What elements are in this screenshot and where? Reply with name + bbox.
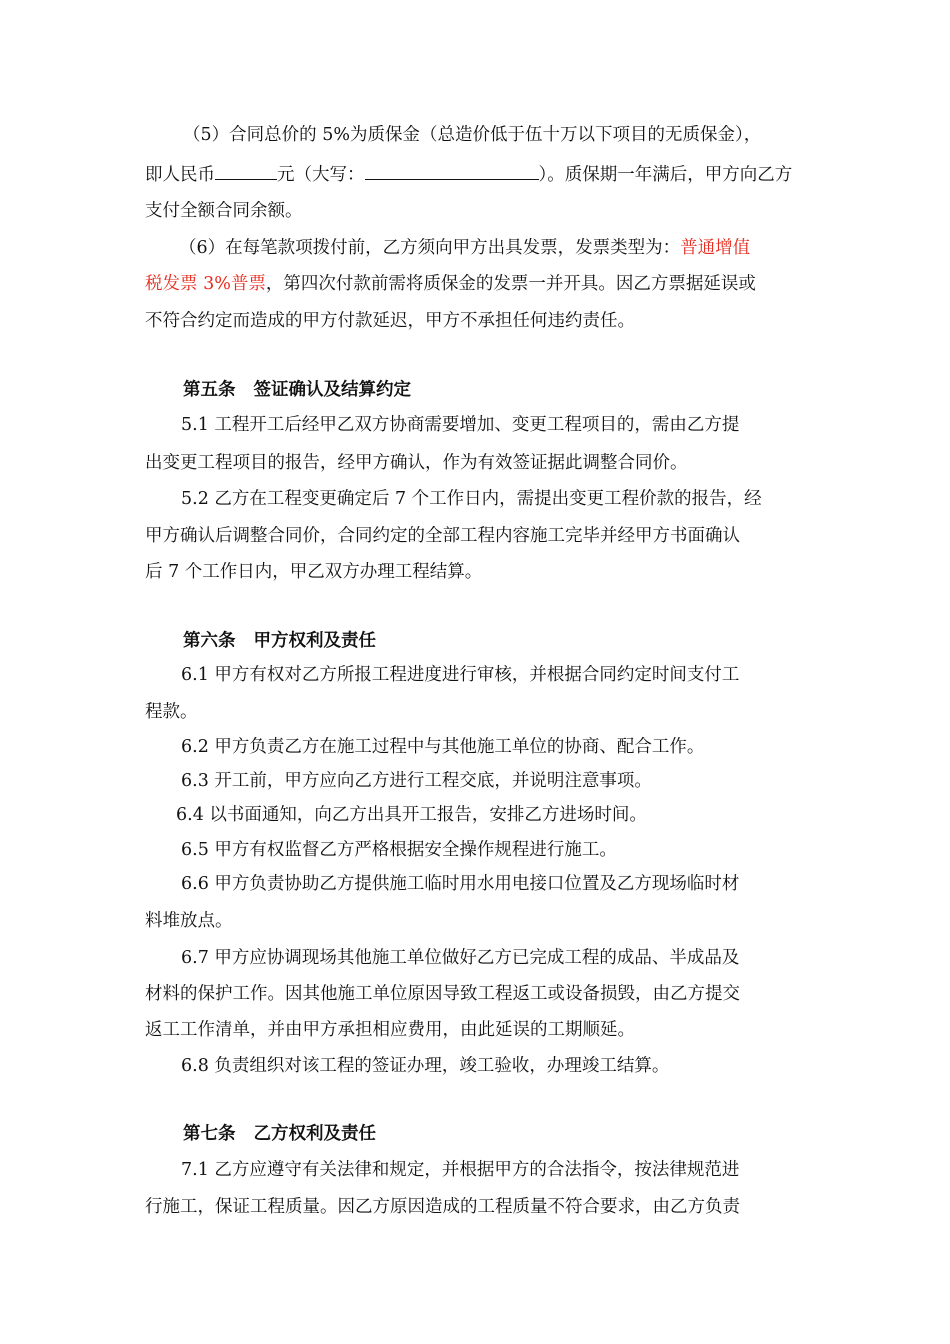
clause-6-1-line2: 程款。 [145,702,198,722]
clause-6-7-line3: 返工工作清单，并由甲方承担相应费用，由此延误的工期顺延。 [145,1020,635,1040]
para5-line1: （5）合同总价的 5%为质保金（总造价低于伍十万以下项目的无质保金）， [183,125,762,145]
amount-blank [215,161,277,180]
clause-5-1-line2: 出变更工程项目的报告，经甲方确认，作为有效签证据此调整合同价。 [145,453,688,473]
clause-6-7-line1: 6.7 甲方应协调现场其他施工单位做好乙方已完成工程的成品、半成品及 [181,948,740,968]
clause-6-4: 6.4 以书面通知，向乙方出具开工报告，安排乙方进场时间。 [176,805,647,825]
para5-line3: 支付全额合同余额。 [145,201,303,221]
article5-title: 签证确认及结算约定 [253,380,411,400]
para5-line2-mid: 元（大写： [277,165,365,185]
clause-6-2: 6.2 甲方负责乙方在施工过程中与其他施工单位的协商、配合工作。 [181,737,705,757]
clause-5-2-line3: 后 7 个工作日内，甲乙双方办理工程结算。 [145,562,483,582]
para6-line1-text: （6）在每笔款项拨付前，乙方须向甲方出具发票，发票类型为： [179,238,681,258]
clause-5-2-line2: 甲方确认后调整合同价，合同约定的全部工程内容施工完毕并经甲方书面确认 [145,526,740,546]
clause-6-3: 6.3 开工前，甲方应向乙方进行工程交底，并说明注意事项。 [181,771,652,791]
article7-heading [183,1122,376,1146]
amount-in-words-blank [365,161,539,180]
clause-5-1-line1: 5.1 工程开工后经甲乙双方协商需要增加、变更工程项目的，需由乙方提 [181,415,740,435]
article6-number: 第六条 [183,631,236,651]
clause-6-7-line2: 材料的保护工作。因其他施工单位原因导致工程返工或设备损毁，由乙方提交 [145,984,740,1004]
clause-5-2-line1: 5.2 乙方在工程变更确定后 7 个工作日内，需提出变更工程价款的报告，经 [181,489,762,509]
article5-heading [183,378,411,402]
clause-6-8: 6.8 负责组织对该工程的签证办理，竣工验收，办理竣工结算。 [181,1056,670,1076]
clause-6-1-line1: 6.1 甲方有权对乙方所报工程进度进行审核，并根据合同约定时间支付工 [181,665,740,685]
article5-number: 第五条 [183,380,236,400]
para5-line2-suffix: ）。质保期一年满后，甲方向乙方 [538,165,793,185]
para5-line2 [145,161,792,187]
invoice-type-highlight-2: 税发票 3%普票 [145,274,266,294]
clause-7-1-line2: 行施工，保证工程质量。因乙方原因造成的工程质量不符合要求，由乙方负责 [145,1197,740,1217]
clause-7-1-line1: 7.1 乙方应遵守有关法律和规定，并根据甲方的合法指令，按法律规范进 [181,1160,740,1180]
para6-line3: 不符合约定而造成的甲方付款延迟，甲方不承担任何违约责任。 [145,311,635,331]
article7-number: 第七条 [183,1124,236,1144]
clause-6-6-line1: 6.6 甲方负责协助乙方提供施工临时用水用电接口位置及乙方现场临时材 [181,874,740,894]
para6-line1 [179,236,750,260]
article6-heading [183,629,376,653]
para5-line2-prefix: 即人民币 [145,165,215,185]
article7-title: 乙方权利及责任 [253,1124,376,1144]
clause-6-6-line2: 料堆放点。 [145,911,233,931]
para6-line2-text: ，第四次付款前需将质保金的发票一并开具。因乙方票据延误或 [265,274,756,294]
invoice-type-highlight-1: 普通增值 [680,238,751,258]
clause-6-5: 6.5 甲方有权监督乙方严格根据安全操作规程进行施工。 [181,840,617,860]
article6-title: 甲方权利及责任 [253,631,376,651]
para6-line2 [145,272,756,296]
